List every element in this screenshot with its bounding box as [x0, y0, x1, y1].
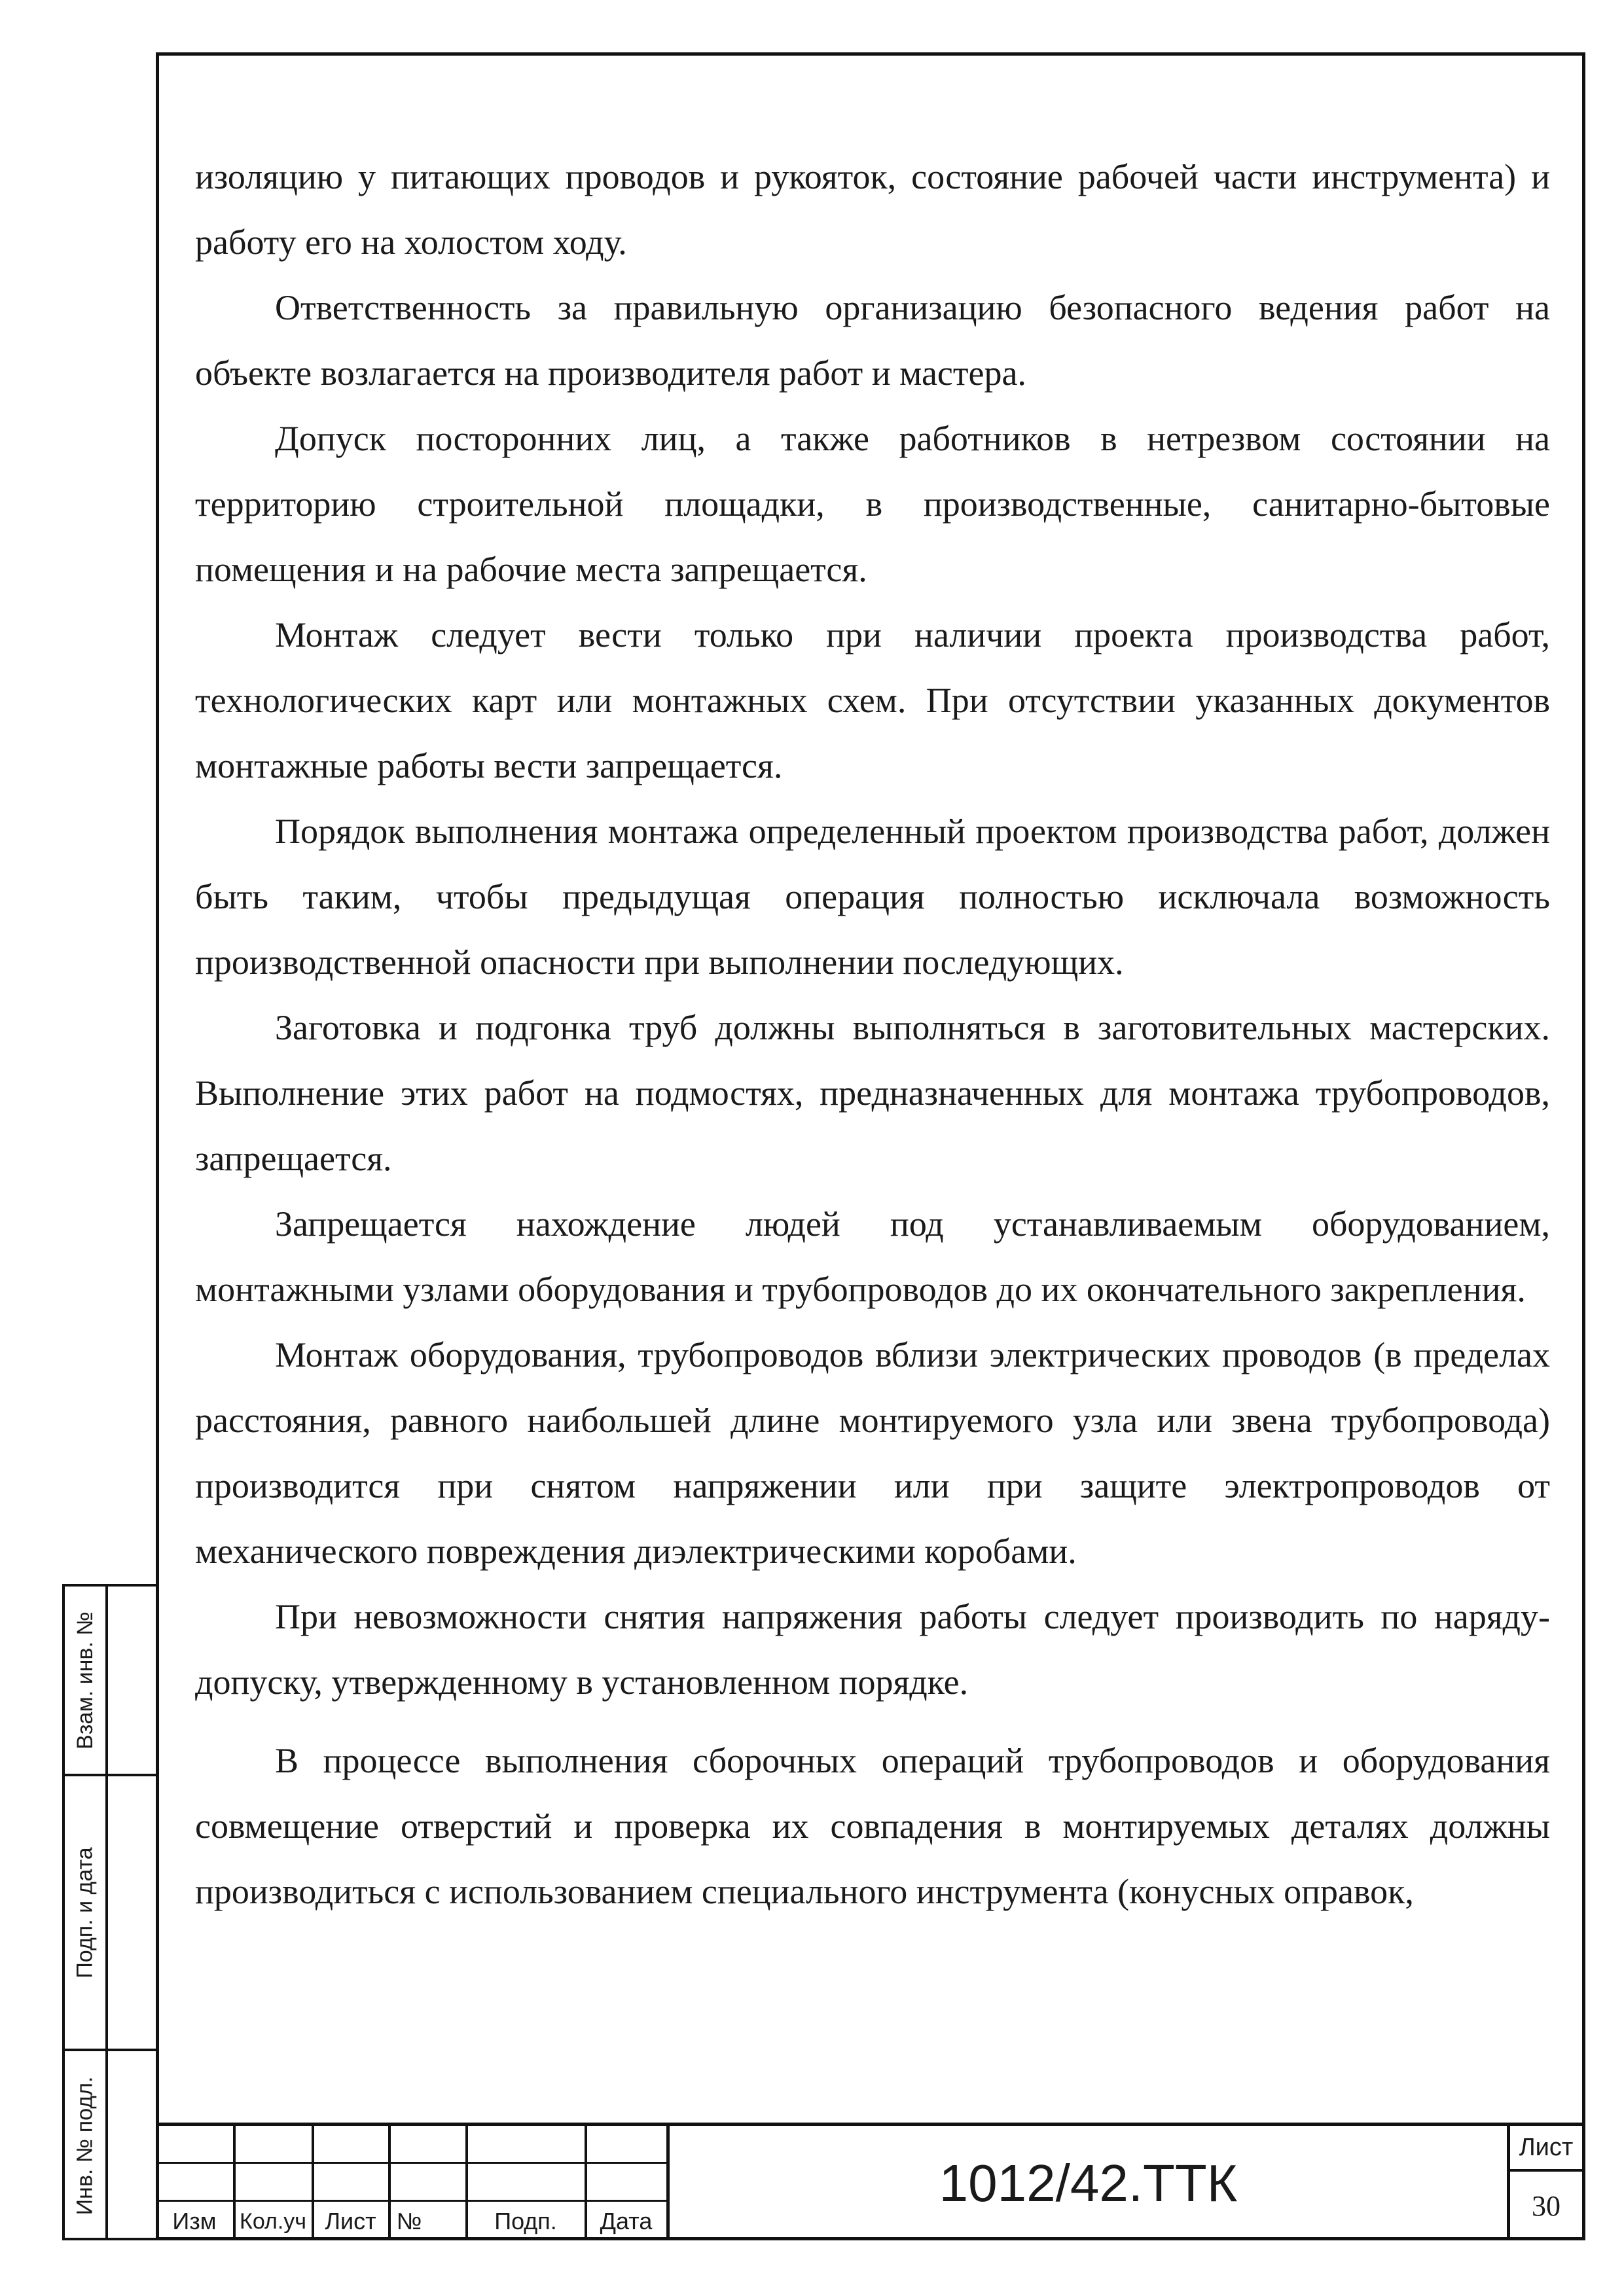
- side-label-inv-podl: Инв. № подл.: [72, 2076, 98, 2215]
- body-text: [195, 144, 1550, 1924]
- title-block: [156, 2123, 1585, 2240]
- header-list: Лист: [325, 2208, 376, 2234]
- side-label-vzam-inv: Взам. инв. №: [72, 1611, 98, 1749]
- header-izm: Изм: [172, 2208, 217, 2234]
- sheet-label: Лист: [1510, 2126, 1582, 2172]
- paragraph-6: Заготовка и подгонка труб должны выполняться в заготовительных мастерских. Выполнение этих работ на подмостях, предназначенных для монтажа трубопроводов, запрещается.: [195, 1008, 1550, 1178]
- paragraph-1: изоляцию у питающих проводов и рукояток, состояние рабочей части инструмента) и работу его на холостом ходу.: [195, 157, 1550, 262]
- sheet-number: 30: [1532, 2190, 1561, 2222]
- side-label-podp-data: Подп. и дата: [72, 1846, 98, 1979]
- side-cell-vzam-inv: [65, 1587, 156, 1776]
- paragraph-7: Запрещается нахождение людей под устанавливаемым оборудованием, монтажными узлами оборудования и трубопроводов до их окончательного закрепления.: [195, 1204, 1550, 1309]
- paragraph-9: При невозможности снятия напряжения работы следует производить по наряду-допуску, утвержденному в установленном порядке.: [195, 1597, 1550, 1702]
- side-cell-podp-data: [65, 1776, 156, 2051]
- header-number: №: [396, 2208, 422, 2234]
- header-kol-uch: Кол.уч: [240, 2208, 306, 2234]
- side-stamp: [62, 1584, 156, 2240]
- side-cell-inv-podl: [65, 2051, 156, 2240]
- paragraph-8: Монтаж оборудования, трубопроводов вблизи электрических проводов (в пределах расстояния, равного наибольшей длине монтируемого узла или звена трубопровода) производится при снятом напряжении или при защите электропроводов от механического повреждения диэлектрическими коробами.: [195, 1335, 1550, 1571]
- header-data: Дата: [600, 2208, 653, 2234]
- paragraph-4: Монтаж следует вести только при наличии проекта производства работ, технологических карт или монтажных схем. При отсутствии указанных документов монтажные работы вести запрещается.: [195, 615, 1550, 785]
- header-podp: Подп.: [494, 2208, 557, 2234]
- paragraph-5: Порядок выполнения монтажа определенный проектом производства работ, должен быть таким, чтобы предыдущая операция полностью исключала возможность производственной опасности при выполнении последующих.: [195, 812, 1550, 982]
- paragraph-3: Допуск посторонних лиц, а также работников в нетрезвом состоянии на территорию строительной площадки, в производственные, санитарно-бытовые помещения и на рабочие места запрещается.: [195, 419, 1550, 589]
- revision-grid: [156, 2126, 666, 2240]
- paragraph-10: В процессе выполнения сборочных операций трубопроводов и оборудования совмещение отверстий и проверка их совпадения в монтируемых деталях должны производиться с использованием специального инструмента (конусных оправок,: [195, 1741, 1550, 1911]
- paragraph-2: Ответственность за правильную организацию безопасного ведения работ на объекте возлагается на производителя работ и мастера.: [195, 288, 1550, 393]
- document-code: 1012/42.ТТК: [939, 2153, 1238, 2212]
